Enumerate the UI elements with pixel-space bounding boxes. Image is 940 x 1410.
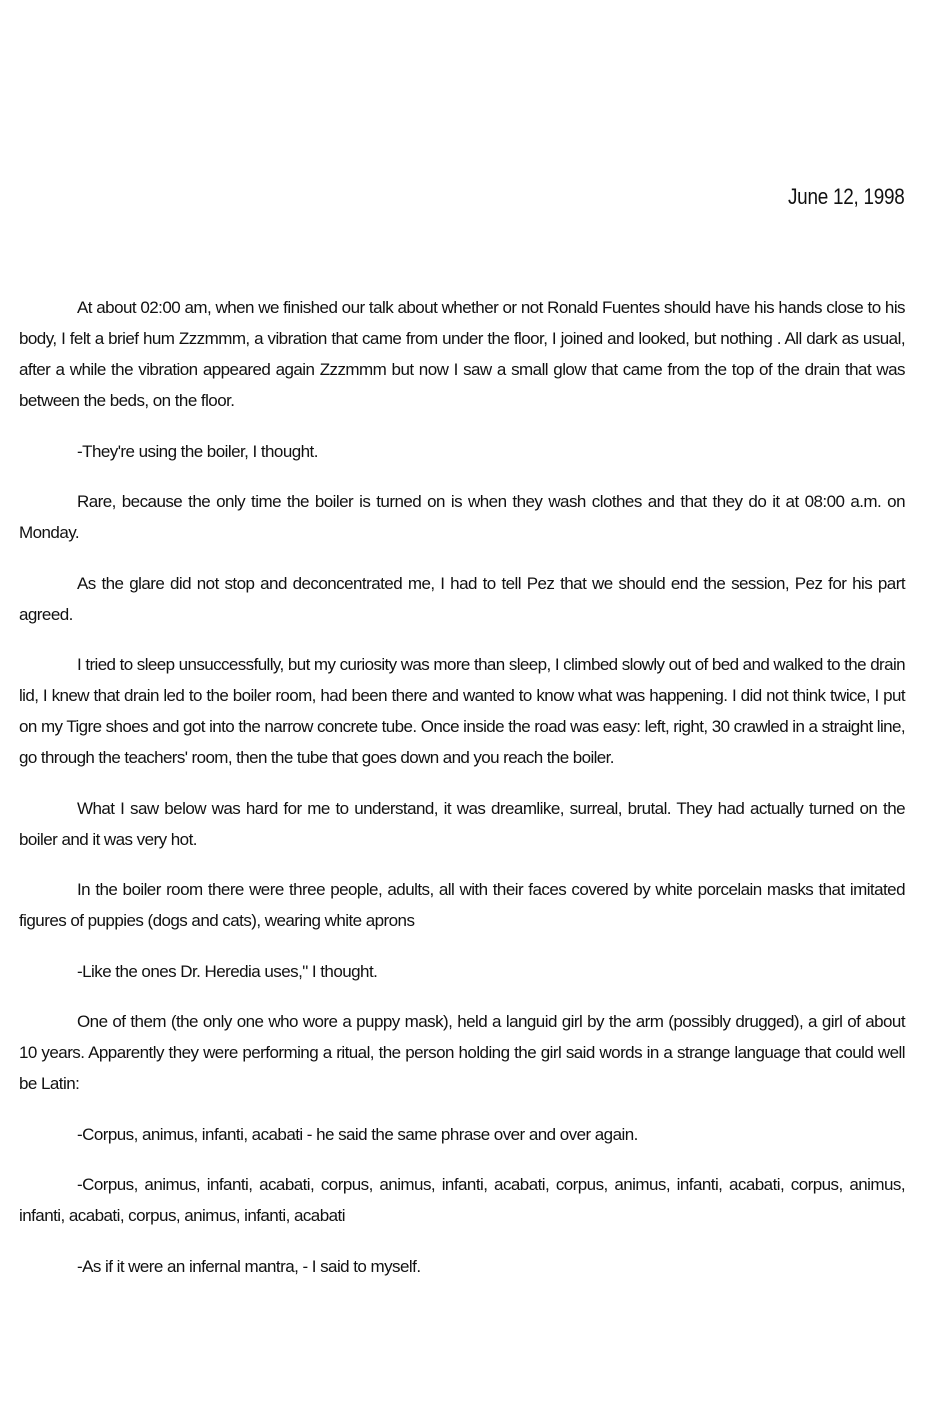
paragraph: -They're using the boiler, I thought. xyxy=(77,441,318,461)
document-body xyxy=(19,292,905,1301)
paragraph: -Like the ones Dr. Heredia uses," I thought. xyxy=(77,961,378,981)
paragraph: I tried to sleep unsuccessfully, but my curiosity was more than sleep, I climbed slowly out of bed and walked to the drain lid, I knew that drain led to the boiler room, had been there and wanted to know what was happening. I did not think twice, I put on my Tigre shoes and got into the narrow concrete tube. Once inside the road was easy: left, right, 30 crawled in a straight line, go through the teachers' room, then the tube that goes down and you reach the boiler. xyxy=(19,655,905,767)
paragraph: As the glare did not stop and deconcentrated me, I had to tell Pez that we should end the session, Pez for his part agreed. xyxy=(19,573,905,624)
paragraph: One of them (the only one who wore a puppy mask), held a languid girl by the arm (possibly drugged), a girl of about 10 years. Apparently they were performing a ritual, the person holding the girl said words in a strange language that could well be Latin: xyxy=(19,1012,905,1093)
paragraph: -As if it were an infernal mantra, - I said to myself. xyxy=(77,1256,421,1276)
paragraph: Rare, because the only time the boiler is turned on is when they wash clothes and that they do it at 08:00 a.m. on Monday. xyxy=(19,492,905,542)
paragraph: At about 02:00 am, when we finished our talk about whether or not Ronald Fuentes should have his hands close to his body, I felt a brief hum Zzzmmm, a vibration that came from under the floor, I joined and looked, but nothing . All dark as usual, after a while the vibration appeared again Zzzmmm but now I saw a small glow that came from the top of the drain that was between the beds, on the floor. xyxy=(19,298,905,410)
document-date: June 12, 1998 xyxy=(788,184,905,209)
paragraph: What I saw below was hard for me to understand, it was dreamlike, surreal, brutal. They had actually turned on the boiler and it was very hot. xyxy=(19,798,905,849)
paragraph: -Corpus, animus, infanti, acabati - he said the same phrase over and over again. xyxy=(77,1124,638,1144)
paragraph: In the boiler room there were three people, adults, all with their faces covered by white porcelain masks that imitated figures of puppies (dogs and cats), wearing white aprons xyxy=(19,880,905,930)
paragraph: -Corpus, animus, infanti, acabati, corpus, animus, infanti, acabati, corpus, animus, infanti, acabati, corpus, animus, infanti, acabati, corpus, animus, infanti, acabati xyxy=(19,1175,905,1225)
